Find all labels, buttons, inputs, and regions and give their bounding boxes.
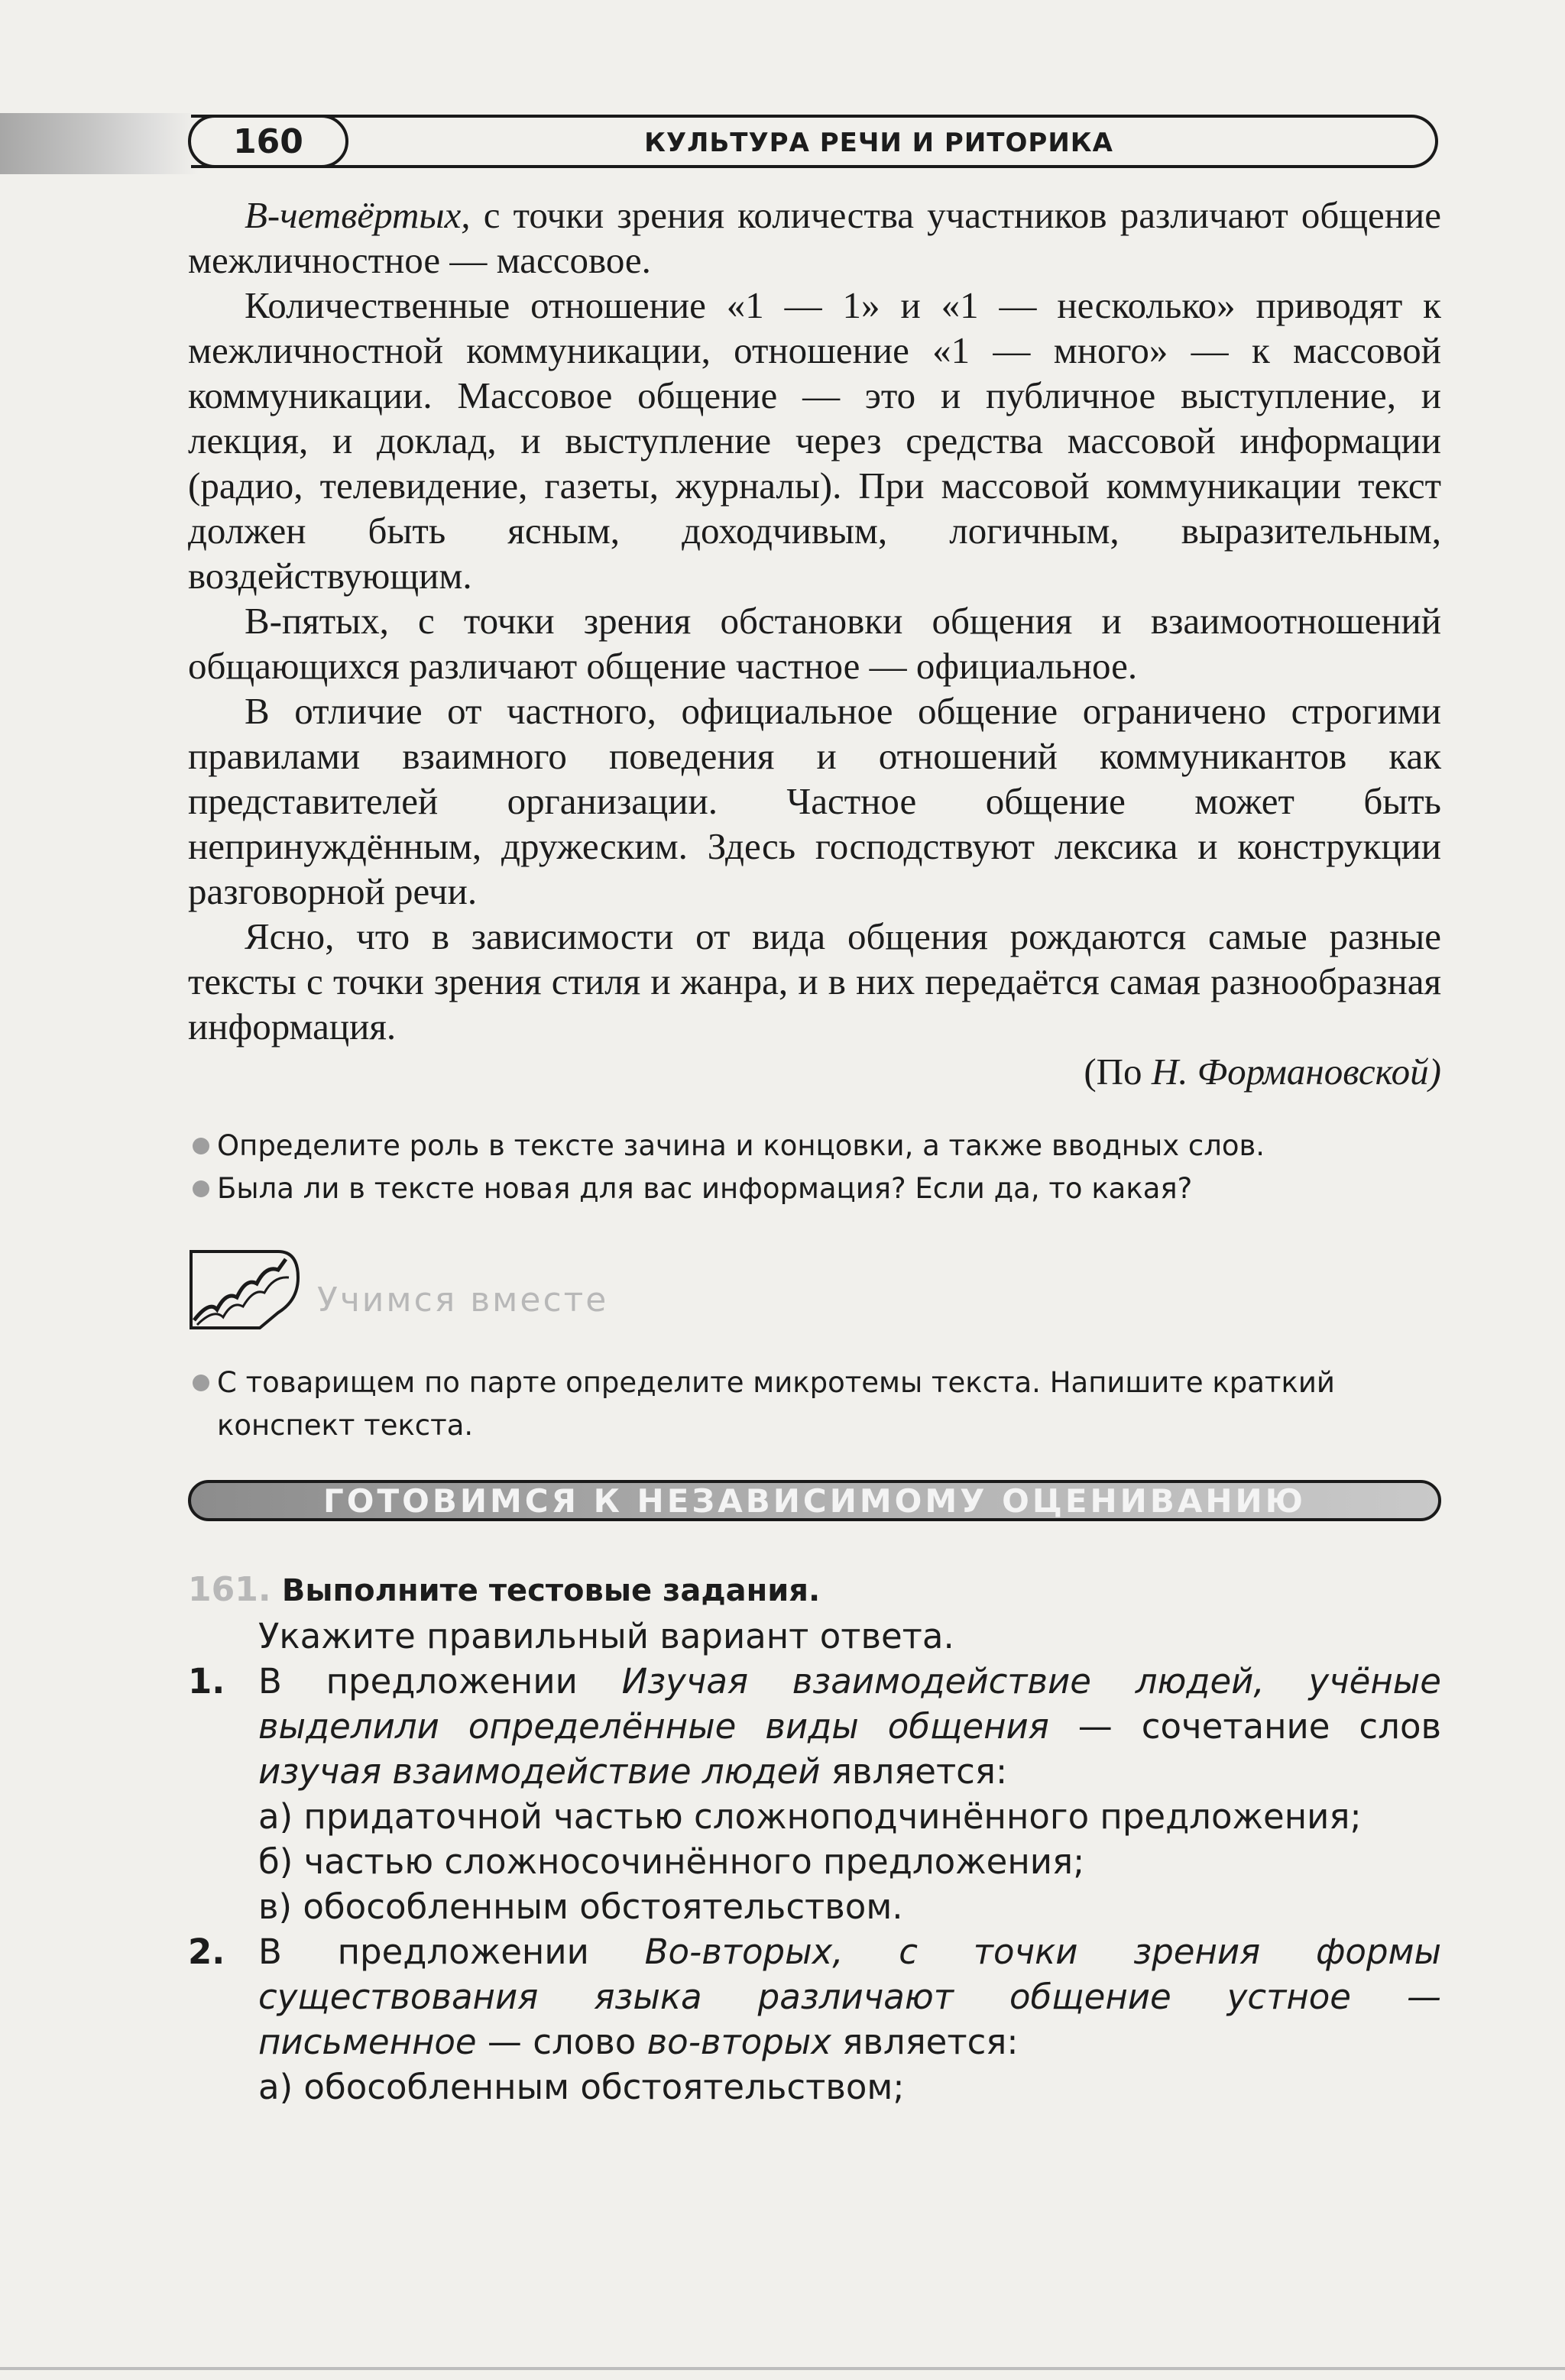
test-item: [188, 1929, 1441, 2064]
bullet-icon: [193, 1180, 209, 1197]
exercise-block: [188, 1566, 1441, 2110]
item-post: является:: [820, 1751, 1008, 1792]
paragraph-3: В-пятых, с точки зрения обстановки общения и взаимоотношений общающихся различают общение частное — официальное.: [188, 600, 1441, 687]
item-pre: В предложении: [258, 1932, 645, 1972]
question-text: Определите роль в тексте зачина и концовки, а также вводных слов.: [217, 1129, 1265, 1162]
paragraph-5: Ясно, что в зависимости от вида общения рождаются самые разные тексты с точки зрения стиля и жанра, и в них передаётся самая разнообразная информация.: [188, 915, 1441, 1048]
paragraph-4: В отличие от частного, официальное общение ограничено строгими правилами взаимного поведения и отношений коммуникантов как представителей организации. Частное общение может быть непринуждённым, дружеским. Здесь господствуют лексика и конструкции разговорной речи.: [188, 690, 1441, 912]
item-mid: — слово: [476, 2022, 647, 2062]
main-text: [188, 193, 1441, 1094]
answer-option: а) обособленным обстоятельством;: [258, 2067, 905, 2107]
paragraph-1: [188, 193, 1441, 283]
answer-option: а) придаточной частью сложноподчинённого предложения;: [258, 1796, 1362, 1837]
paragraph-2: Количественные отношение «1 — 1» и «1 — несколько» приводят к межличностной коммуникации, отношение «1 — много» — к массовой коммуникации. Массовое общение — это и публичное выступление, и лекция, и доклад, и выступление через средства массовой информации (радио, телевидение, газеты, журналы). При массовой коммуникации текст должен быть ясным, доходчивым, логичным, выразительным, воздействующим.: [188, 284, 1441, 597]
bullet-icon: [193, 1138, 209, 1154]
paragraph-1-rest: с точки зрения количества участников различают общение межличностное — массовое.: [188, 194, 1441, 281]
paragraph-1-italic: В-четвёртых,: [245, 194, 471, 236]
stairs-icon: [186, 1247, 301, 1332]
item-mid: — сочетание слов: [1048, 1706, 1441, 1747]
item-text: [258, 1659, 1441, 1794]
bottom-edge: [0, 2367, 1565, 2370]
task-item: [188, 1362, 1441, 1447]
bullet-icon: [193, 1375, 209, 1391]
exercise-title: Выполните тестовые задания.: [281, 1573, 821, 1608]
question-item: [188, 1125, 1441, 1167]
header-decor-strip: [0, 113, 199, 174]
item-pre: В предложении: [258, 1661, 622, 1702]
exercise-heading: [188, 1566, 1441, 1614]
answer-option: б) частью сложносочинённого предложения;: [258, 1841, 1085, 1882]
source-open: (По: [1084, 1051, 1152, 1093]
item-quote: Изучая взаимодействие людей, учёные выделили определённые виды общения: [258, 1661, 1441, 1747]
source-citation: [188, 1049, 1441, 1094]
task-text: С товарищем по парте определите микротемы текста. Напишите краткий конспект текста.: [217, 1366, 1335, 1442]
banner-text: ГОТОВИМСЯ К НЕЗАВИСИМОМУ ОЦЕНИВАНИЮ: [323, 1481, 1306, 1520]
answer-option: в) обособленным обстоятельством.: [258, 1886, 903, 1927]
source-author: Н. Формановской): [1151, 1051, 1441, 1093]
item-number: 2.: [188, 1932, 225, 1972]
test-item: [188, 1659, 1441, 1794]
question-item: [188, 1167, 1441, 1210]
item-phrase: во-вторых: [646, 2022, 831, 2062]
item-phrase: изучая взаимодействие людей: [258, 1751, 821, 1792]
running-title: КУЛЬТУРА РЕЧИ И РИТОРИКА: [644, 128, 1113, 158]
item-quote: Во-вторых, с точки зрения формы существования языка различают общение устное — письменное: [258, 1932, 1441, 2062]
questions-list: [188, 1125, 1441, 1210]
together-label: Учимся вместе: [317, 1281, 609, 1320]
item-text: [258, 1929, 1441, 2064]
exercise-instruction: Укажите правильный вариант ответа.: [258, 1616, 954, 1656]
item-post: является:: [831, 2022, 1019, 2062]
together-task: [188, 1362, 1441, 1447]
page-number: 160: [188, 115, 348, 168]
item-number: 1.: [188, 1661, 225, 1702]
exercise-number: 161.: [188, 1570, 271, 1609]
section-banner: [188, 1480, 1441, 1521]
question-text: Была ли в тексте новая для вас информация? Если да, то какая?: [217, 1172, 1193, 1205]
